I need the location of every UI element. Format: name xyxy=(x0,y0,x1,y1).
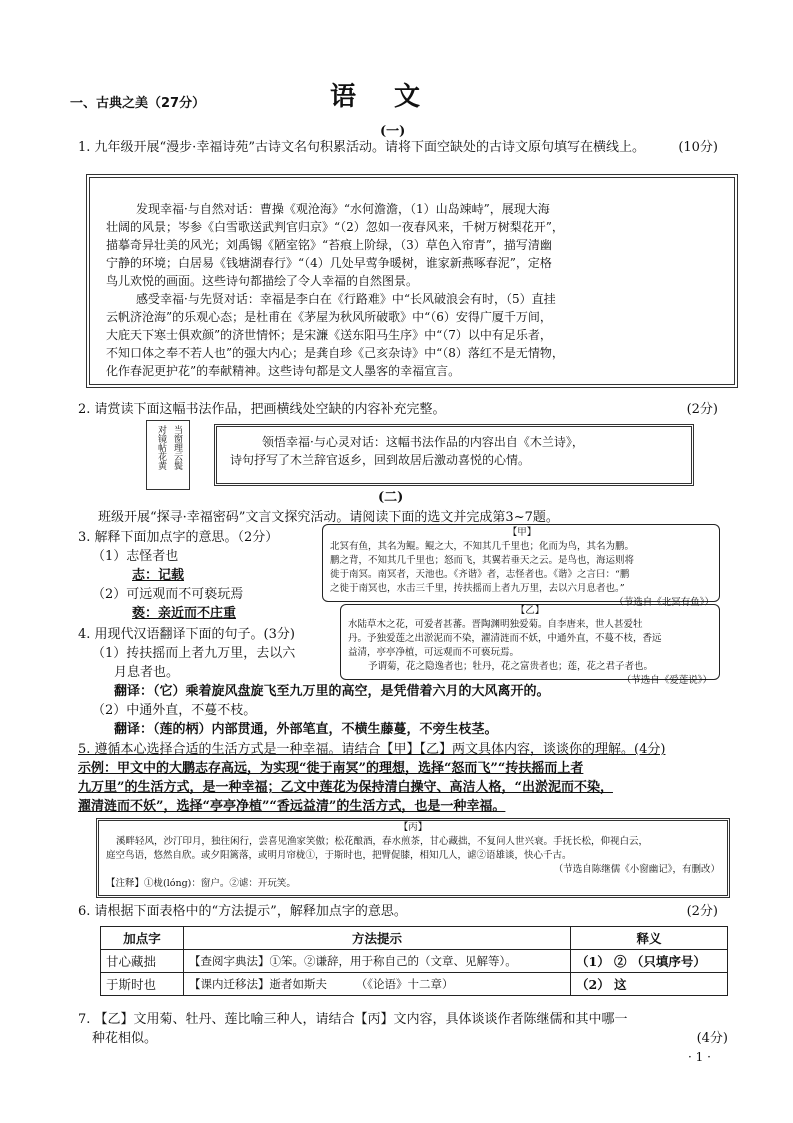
yi-tag: 【乙】 xyxy=(515,605,545,616)
q1-line: 壮阔的风景；岑参《白雪歌送武判官归京》“（2）忽如一夜春风来，千树万树梨花开”， xyxy=(106,220,564,234)
bing-tag: 【丙】 xyxy=(398,822,428,833)
q2-text xyxy=(230,433,690,469)
q4-stem: 4. 用现代汉语翻译下面的句子。(3分) xyxy=(78,627,295,642)
q7 xyxy=(78,1010,728,1048)
table-cell-hint: 【课内迁移法】逝者如斯夫 （《论语》十二章） xyxy=(184,973,571,996)
table-cell-word: 甘心藏拙 xyxy=(101,950,184,973)
table-cell-answer: （2） 这 xyxy=(571,973,728,996)
q7-line: 种花相似。 xyxy=(92,1031,158,1046)
table-header-row xyxy=(101,927,728,950)
jia-line: 北冥有鱼，其名为鲲。鲲之大，不知其几千里也；化而为鸟，其名为鹏。 xyxy=(330,541,635,552)
q6-stem-text: 6. 请根据下面表格中的“方法提示”，解释加点字的意思。 xyxy=(78,904,407,919)
q7-score: (4分) xyxy=(696,1031,728,1046)
yi-source: （节选自《爱莲说》） xyxy=(621,675,712,686)
q3-answer: 亵：亲近而不庄重 xyxy=(132,606,237,621)
table-header: 释义 xyxy=(571,927,728,950)
q6-table xyxy=(100,926,728,996)
bing-note: 【注释】①栊(lóng)：窗户。②谑：开玩笑。 xyxy=(106,878,296,889)
q3-item: （2）可远观而不可亵玩焉 xyxy=(92,587,244,602)
yi-line: 益清，亭亭净植，可远观而不可亵玩焉。 xyxy=(348,647,520,658)
page-title: 语 文 xyxy=(330,82,427,112)
q1-line: 描摹奇异壮美的风光；刘禹锡《陋室铭》“苔痕上阶绿，（3）草色入帘青”，描写清幽 xyxy=(106,238,552,252)
yi-line: 丹。予独爱莲之出淤泥而不染，濯清涟而不妖，中通外直，不蔓不枝，香远 xyxy=(348,633,662,644)
q5-stem: 5. 遵循本心选择合适的生活方式是一种幸福。请结合【甲】【乙】两文具体内容，谈谈你的理解。(4分) xyxy=(78,742,666,757)
part-two-label: (二) xyxy=(378,490,404,505)
q1-line: 大庇天下寒士俱欢颜”的济世情怀；是宋濂《送东阳马生序》中“（7）以中有足乐者， xyxy=(106,328,552,342)
q2-line1: 领悟幸福·与心灵对话：这幅书法作品的内容出自《木兰诗》， xyxy=(262,435,584,449)
q4-translation: 翻译：（莲的柄）内部贯通，外部笔直，不横生藤蔓，不旁生枝茎。 xyxy=(114,722,498,737)
q4-sentence: （1）抟扶摇而上者九万里，去以六 xyxy=(92,646,296,661)
part-two-intro: 班级开展“探寻·幸福密码”文言文探究活动。请阅读下面的选文并完成第3~7题。 xyxy=(98,510,559,525)
calligraphy-col: 当窗理云鬓 xyxy=(172,425,182,470)
q1-line: 不知口体之奉不若人也”的强大内心；是龚自珍《己亥杂诗》中“（8）落红不是无情物， xyxy=(106,346,564,360)
q1-line: 宁静的环境；白居易《钱塘湖春行》“（4）几处早莺争暖树，谁家新燕啄春泥”，定格 xyxy=(106,256,552,270)
jia-tag: 【甲】 xyxy=(507,527,537,538)
q4-sentence: （2）中通外直，不蔓不枝。 xyxy=(92,703,257,718)
table-cell-hint: 【查阅字典法】①笨。②谦辞，用于称自己的（文章、见解等）。 xyxy=(184,950,571,973)
q3-answer: 志：记载 xyxy=(132,568,185,583)
q1-score: (10分) xyxy=(678,140,718,155)
q1-stem xyxy=(78,138,718,157)
q4-translation: 翻译：（它）乘着旋风盘旋飞至九万里的高空，是凭借着六月的大风离开的。 xyxy=(114,684,550,699)
q1-line: 感受幸福·与先贤对话：幸福是李白在《行路难》中“长风破浪会有时，（5）直挂 xyxy=(136,292,556,306)
q2-stem-text: 2. 请赏读下面这幅书法作品，把画横线处空缺的内容补充完整。 xyxy=(78,402,446,417)
table-header: 方法提示 xyxy=(184,927,571,950)
q3-stem: 3. 解释下面加点字的意思。（2分） xyxy=(78,530,279,545)
q6-stem xyxy=(78,902,718,921)
part-one-label: (一) xyxy=(380,124,406,139)
q7-line: 7. 【乙】文用菊、牡丹、莲比喻三种人，请结合【丙】文内容，具体谈谈作者陈继儒和其中哪一 xyxy=(78,1012,628,1027)
q2-stem xyxy=(78,400,718,419)
q3 xyxy=(78,528,328,623)
q2-line2: 诗句抒写了木兰辞官返乡，回到故居后激动喜悦的心情。 xyxy=(230,453,531,467)
bing-line: 溪畔轻风，沙汀印月，独往闲行，尝喜见渔家笑傲；松花酿酒，春水煎茶，甘心藏拙，不复问人世兴衰。手抚长松，仰视白云， xyxy=(116,836,649,847)
q1-line: 化作春泥更护花”的奉献精神。这些诗句都是文人墨客的幸福宣言。 xyxy=(106,364,461,378)
q1-line: 鸟儿欢悦的画面。这些诗句都描绘了令人幸福的自然图景。 xyxy=(106,274,419,288)
calligraphy-scroll xyxy=(146,420,190,490)
q1-line: 发现幸福·与自然对话：曹操《观沧海》“水何澹澹，（1）山岛竦峙”，展现大海 xyxy=(136,202,550,216)
bing-source: （节选自陈继儒《小窗幽记》，有删改） xyxy=(553,864,720,875)
jia-source: （节选自《北冥有鱼》） xyxy=(614,597,714,608)
jia-line: 之徙于南冥也，水击三千里，抟扶摇而上者九万里，去以六月息者也。” xyxy=(330,583,625,594)
text-yi xyxy=(348,604,712,688)
table-cell-word: 于斯时也 xyxy=(101,973,184,996)
page-number: · 1 · xyxy=(688,1050,711,1064)
q5-answer-line: 示例：甲文中的大鹏志存高远，为实现“徙于南冥”的理想，选择“怒而飞”“抟扶摇而上者 xyxy=(78,761,584,776)
table-header: 加点字 xyxy=(101,927,184,950)
text-bing xyxy=(106,821,720,891)
q1-p1 xyxy=(106,200,726,380)
yi-line: 水陆草木之花，可爱者甚蕃。晋陶渊明独爱菊。自李唐来，世人甚爱牡 xyxy=(348,619,643,630)
calligraphy-col: 对镜帖花黄 xyxy=(156,425,166,470)
table-row xyxy=(101,973,728,996)
text-jia xyxy=(330,526,714,610)
jia-line: 鹏之背，不知其几千里也；怒而飞，其翼若垂天之云。是鸟也，海运则将 xyxy=(330,555,635,566)
table-row xyxy=(101,950,728,973)
q5-answer-line: 濯清涟而不妖”，选择“亭亭净植”“香远益清”的生活方式，也是一种幸福。 xyxy=(78,799,506,814)
q1-line: 云帆济沧海”的乐观心态；是杜甫在《茅屋为秋风所破歌》中“（6）安得广厦千万间， xyxy=(106,310,552,324)
jia-line: 徙于南冥。南冥者，天池也。《齐谐》者，志怪者也。《谐》之言曰：“鹏 xyxy=(330,569,630,580)
table-cell-answer: （1） ② （只填序号） xyxy=(571,950,728,973)
bing-line: 庭空鸟语，悠然自欣。或夕阳篱落，或明月帘栊①，于斯时也，把臂促膝，相知几人，谑②语雄谈，快心千古。 xyxy=(106,850,572,861)
yi-line: 予谓菊，花之隐逸者也；牡丹，花之富贵者也；莲，花之君子者也。 xyxy=(368,661,654,672)
q4-sentence: 月息者也。 xyxy=(114,665,180,680)
q6-score: (2分) xyxy=(686,904,718,919)
q3-item: （1）志怪者也 xyxy=(92,549,179,564)
section-heading: 一、古典之美（27分） xyxy=(70,96,206,111)
q2-score: (2分) xyxy=(686,402,718,417)
q5 xyxy=(78,740,728,816)
q5-answer-line: 九万里”的生活方式，是一种幸福；乙文中莲花为保持清白操守、高洁人格，“出淤泥而不染， xyxy=(78,780,613,795)
q1-stem-text: 1. 九年级开展“漫步·幸福诗苑”古诗文名句积累活动。请将下面空缺处的古诗文原句填写在横线上。 xyxy=(78,140,645,155)
